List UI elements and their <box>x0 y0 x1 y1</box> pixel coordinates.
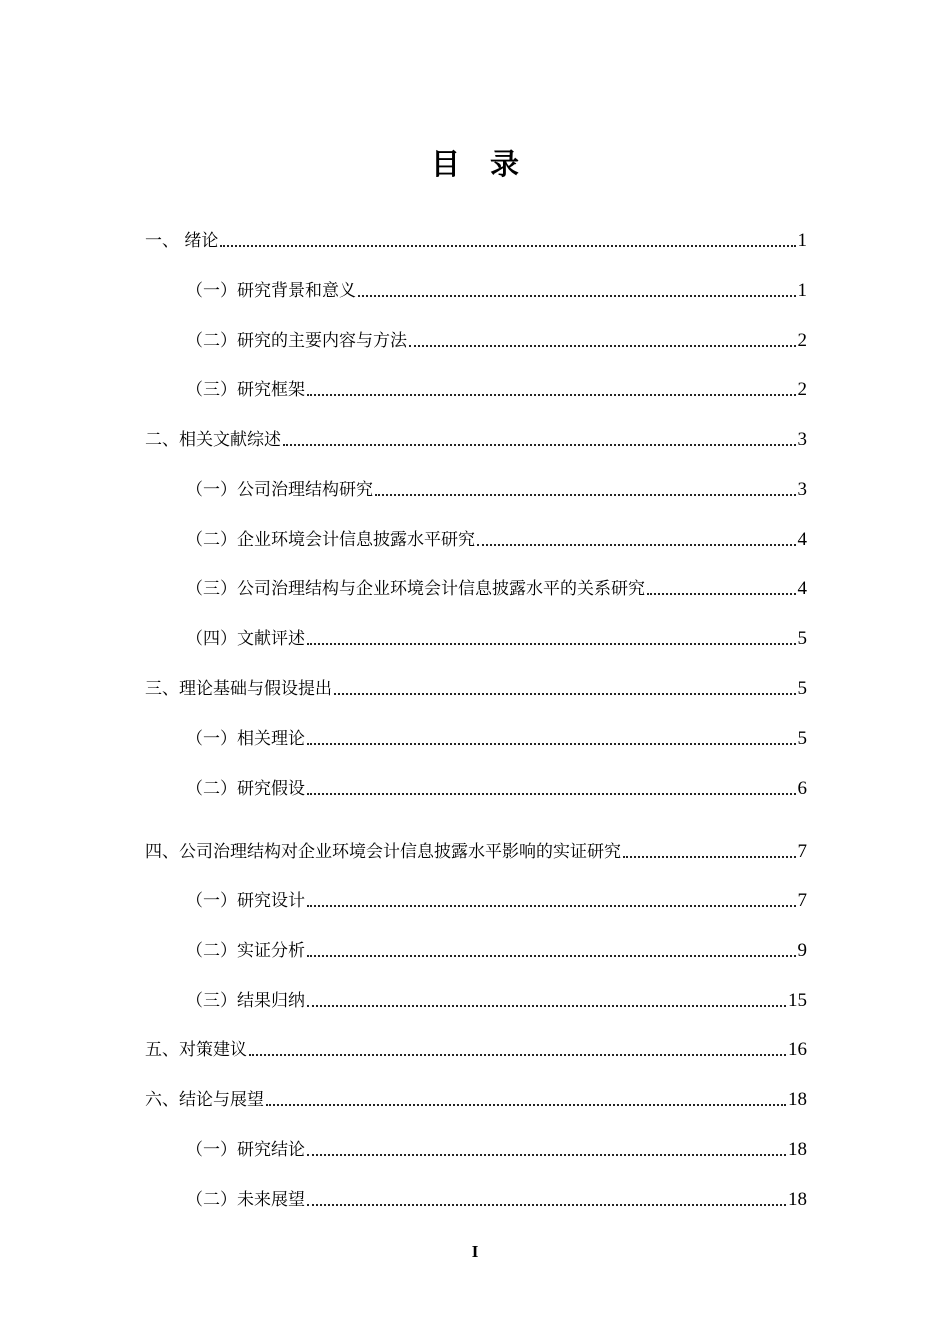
toc-entry-label: （四）文献评述 <box>186 629 305 649</box>
toc-entry-label: （一）公司治理结构研究 <box>186 480 373 500</box>
toc-entry-page: 2 <box>797 330 807 351</box>
toc-title-char-1: 目 <box>430 147 460 181</box>
toc-entry[interactable] <box>186 322 807 352</box>
toc-entry-page: 7 <box>797 841 807 862</box>
toc-leader-dots <box>220 245 795 247</box>
toc-leader-dots <box>358 295 796 297</box>
toc-entry-label: 四、公司治理结构对企业环境会计信息披露水平影响的实证研究 <box>145 842 621 862</box>
toc-title-char-2: 录 <box>490 147 520 181</box>
toc-entry-label: 五、对策建议 <box>145 1040 247 1060</box>
toc-leader-dots <box>249 1054 786 1056</box>
toc-entry-page: 16 <box>788 1039 807 1060</box>
toc-leader-dots <box>623 856 796 858</box>
toc-entry[interactable] <box>186 272 807 302</box>
toc-entry-label: （一）研究背景和意义 <box>186 281 356 301</box>
toc-leader-dots <box>283 444 796 446</box>
toc-entry-label: （二）研究假设 <box>186 779 305 799</box>
toc-entry-label: （一）研究结论 <box>186 1140 305 1160</box>
toc-entry-page: 2 <box>797 379 807 400</box>
toc-entry-page: 5 <box>797 678 807 699</box>
toc-leader-dots <box>375 494 796 496</box>
toc-entry-page: 6 <box>797 778 807 799</box>
toc-leader-dots <box>307 1154 786 1156</box>
toc-entry[interactable] <box>145 1081 807 1111</box>
toc-entry[interactable] <box>145 421 807 451</box>
toc-entry[interactable] <box>145 833 807 863</box>
toc-title <box>0 142 950 183</box>
toc-entry[interactable] <box>186 982 807 1012</box>
toc-entry-label: （三）结果归纳 <box>186 991 305 1011</box>
toc-entry-page: 1 <box>797 280 807 301</box>
toc-entry[interactable] <box>145 1031 807 1061</box>
toc-leader-dots <box>307 793 796 795</box>
toc-leader-dots <box>409 345 796 347</box>
toc-entry-label: （三）研究框架 <box>186 380 305 400</box>
toc-entry-label: （二）企业环境会计信息披露水平研究 <box>186 530 475 550</box>
toc-leader-dots <box>647 593 796 595</box>
toc-entry[interactable] <box>145 222 807 252</box>
toc-leader-dots <box>307 394 796 396</box>
toc-entry-label: （二）实证分析 <box>186 941 305 961</box>
toc-entry[interactable] <box>186 932 807 962</box>
toc-entry[interactable] <box>186 521 807 551</box>
toc-entry-label: （一）研究设计 <box>186 891 305 911</box>
toc-leader-dots <box>334 693 796 695</box>
toc-entry-page: 5 <box>797 728 807 749</box>
toc-entry-label: （一）相关理论 <box>186 729 305 749</box>
toc-leader-dots <box>307 643 796 645</box>
toc-entry-label: 二、相关文献综述 <box>145 430 281 450</box>
toc-entry-page: 3 <box>797 429 807 450</box>
page-number: I <box>471 1242 479 1261</box>
toc-leader-dots <box>477 544 796 546</box>
toc-entry-page: 15 <box>788 990 807 1011</box>
toc-entry-page: 18 <box>788 1189 807 1210</box>
toc-entry-label: 一、 绪论 <box>145 231 219 251</box>
toc-entry-page: 18 <box>788 1139 807 1160</box>
toc-leader-dots <box>307 905 796 907</box>
toc-leader-dots <box>307 1204 786 1206</box>
toc-entry-label: （二）未来展望 <box>186 1190 305 1210</box>
toc-entry[interactable] <box>186 620 807 650</box>
toc-entry-page: 5 <box>797 628 807 649</box>
toc-entry-label: 三、理论基础与假设提出 <box>145 679 332 699</box>
toc-leader-dots <box>266 1104 786 1106</box>
toc-entry[interactable] <box>186 570 807 600</box>
toc-entry-label: （三）公司治理结构与企业环境会计信息披露水平的关系研究 <box>186 579 645 599</box>
toc-entry-label: （二）研究的主要内容与方法 <box>186 331 407 351</box>
toc-leader-dots <box>307 955 796 957</box>
toc-leader-dots <box>307 1005 786 1007</box>
toc-entry[interactable] <box>186 882 807 912</box>
toc-entry[interactable] <box>186 770 807 800</box>
toc-entry-label: 六、结论与展望 <box>145 1090 264 1110</box>
toc-entry-page: 9 <box>797 940 807 961</box>
toc-entry-page: 3 <box>797 479 807 500</box>
toc-leader-dots <box>307 743 796 745</box>
toc-entry[interactable] <box>186 720 807 750</box>
toc-entry-page: 4 <box>797 529 807 550</box>
toc-entry[interactable] <box>186 471 807 501</box>
toc-entry-page: 4 <box>797 578 807 599</box>
toc-entry[interactable] <box>145 670 807 700</box>
toc-entry[interactable] <box>186 371 807 401</box>
toc-entry[interactable] <box>186 1181 807 1211</box>
toc-entry-page: 1 <box>797 230 807 251</box>
toc-entry-page: 18 <box>788 1089 807 1110</box>
toc-entry-page: 7 <box>797 890 807 911</box>
toc-entry[interactable] <box>186 1131 807 1161</box>
